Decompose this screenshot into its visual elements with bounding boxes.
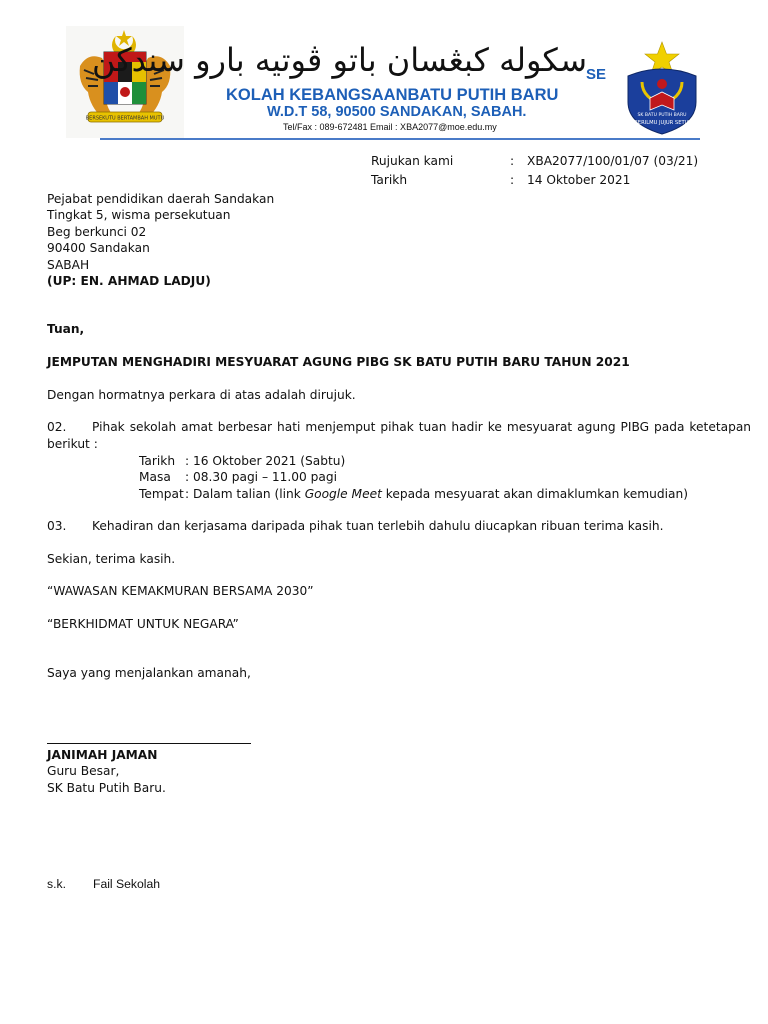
- meeting-details: [139, 453, 739, 502]
- school-name-suffix: SE: [586, 66, 607, 83]
- signatory-title: Guru Besar,: [47, 764, 120, 779]
- letterhead: [0, 0, 768, 145]
- jawi-school-name: سكوله كبڠسان باتو ڤوتيه بارو سندكن: [92, 41, 587, 79]
- detail-tempat-platform: Google Meet: [304, 486, 382, 501]
- rujukan-sep: :: [510, 154, 515, 168]
- rujukan-value: XBA2077/100/01/07 (03/21): [527, 154, 699, 168]
- tarikh-value: 14 Oktober 2021: [527, 173, 631, 187]
- rujukan-label: Rujukan kami: [371, 154, 454, 168]
- detail-tempat-prefix: : Dalam talian (link: [185, 486, 305, 501]
- signature-block: [47, 747, 166, 796]
- slogan-berkhidmat: “BERKHIDMAT UNTUK NEGARA”: [47, 617, 239, 631]
- recipient-address: [47, 191, 274, 289]
- school-name: KOLAH KEBANGSAANBATU PUTIH BARU: [226, 86, 559, 104]
- paragraph-03-number: 03.: [47, 519, 67, 533]
- recipient-line: SABAH: [47, 257, 90, 272]
- paragraph-02-line1: Pihak sekolah amat berbesar hati menjemput pihak tuan hadir ke mesyuarat agung PIBG pada ketetapan: [92, 420, 752, 434]
- signatory-org: SK Batu Putih Baru.: [47, 780, 166, 795]
- detail-masa-value: : 08.30 pagi – 11.00 pagi: [185, 470, 338, 485]
- trust-line: Saya yang menjalankan amanah,: [47, 666, 251, 680]
- detail-tarikh-value: : 16 Oktober 2021 (Sabtu): [185, 454, 346, 468]
- subject-heading: JEMPUTAN MENGHADIRI MESYUARAT AGUNG PIBG SK BATU PUTIH BARU TAHUN 2021: [47, 355, 630, 369]
- recipient-line: 90400 Sandakan: [47, 241, 150, 256]
- detail-tempat-suffix: kepada mesyuarat akan dimaklumkan kemudian): [381, 486, 688, 501]
- recipient-attention: (UP: EN. AHMAD LADJU): [47, 274, 211, 289]
- signature-line: [47, 743, 251, 744]
- crest-right-ring: SK BATU PUTIH BARU: [637, 113, 687, 118]
- crest-left-banner: BERSEKUTU BERTAMBAH MUTU: [85, 115, 165, 122]
- detail-tempat-label: Tempat: [139, 486, 184, 501]
- crest-right-motto: BERILMU JUJUR SETIA: [634, 120, 690, 126]
- tarikh-label: Tarikh: [371, 173, 408, 187]
- school-contact: Tel/Fax : 089-672481 Email : XBA2077@moe.edu.my: [283, 122, 497, 132]
- school-address: W.D.T 58, 90500 SANDAKAN, SABAH.: [267, 104, 527, 120]
- cc-label: s.k.: [47, 877, 66, 891]
- signatory-name: JANIMAH JAMAN: [47, 748, 158, 762]
- detail-masa-label: Masa: [139, 470, 171, 485]
- cc-value: Fail Sekolah: [93, 877, 161, 891]
- reference-block: [371, 153, 731, 191]
- paragraph-03-text: Kehadiran dan kerjasama daripada pihak tuan terlebih dahulu diucapkan ribuan terima kasih.: [92, 519, 664, 533]
- closing-line: Sekian, terima kasih.: [47, 552, 176, 566]
- slogan-wawasan: “WAWASAN KEMAKMURAN BERSAMA 2030”: [47, 584, 314, 598]
- recipient-line: Tingkat 5, wisma persekutuan: [47, 208, 231, 223]
- school-crest-logo: [618, 40, 706, 136]
- tarikh-sep: :: [510, 173, 515, 187]
- salutation: Tuan,: [47, 322, 85, 336]
- header-divider: [100, 138, 700, 140]
- recipient-line: Beg berkunci 02: [47, 224, 147, 239]
- paragraph-02-number: 02.: [47, 420, 67, 434]
- recipient-line: Pejabat pendidikan daerah Sandakan: [47, 192, 275, 206]
- opening-line: Dengan hormatnya perkara di atas adalah dirujuk.: [47, 388, 356, 402]
- paragraph-02-line2: berikut :: [47, 437, 98, 451]
- detail-tarikh-label: Tarikh: [139, 454, 176, 468]
